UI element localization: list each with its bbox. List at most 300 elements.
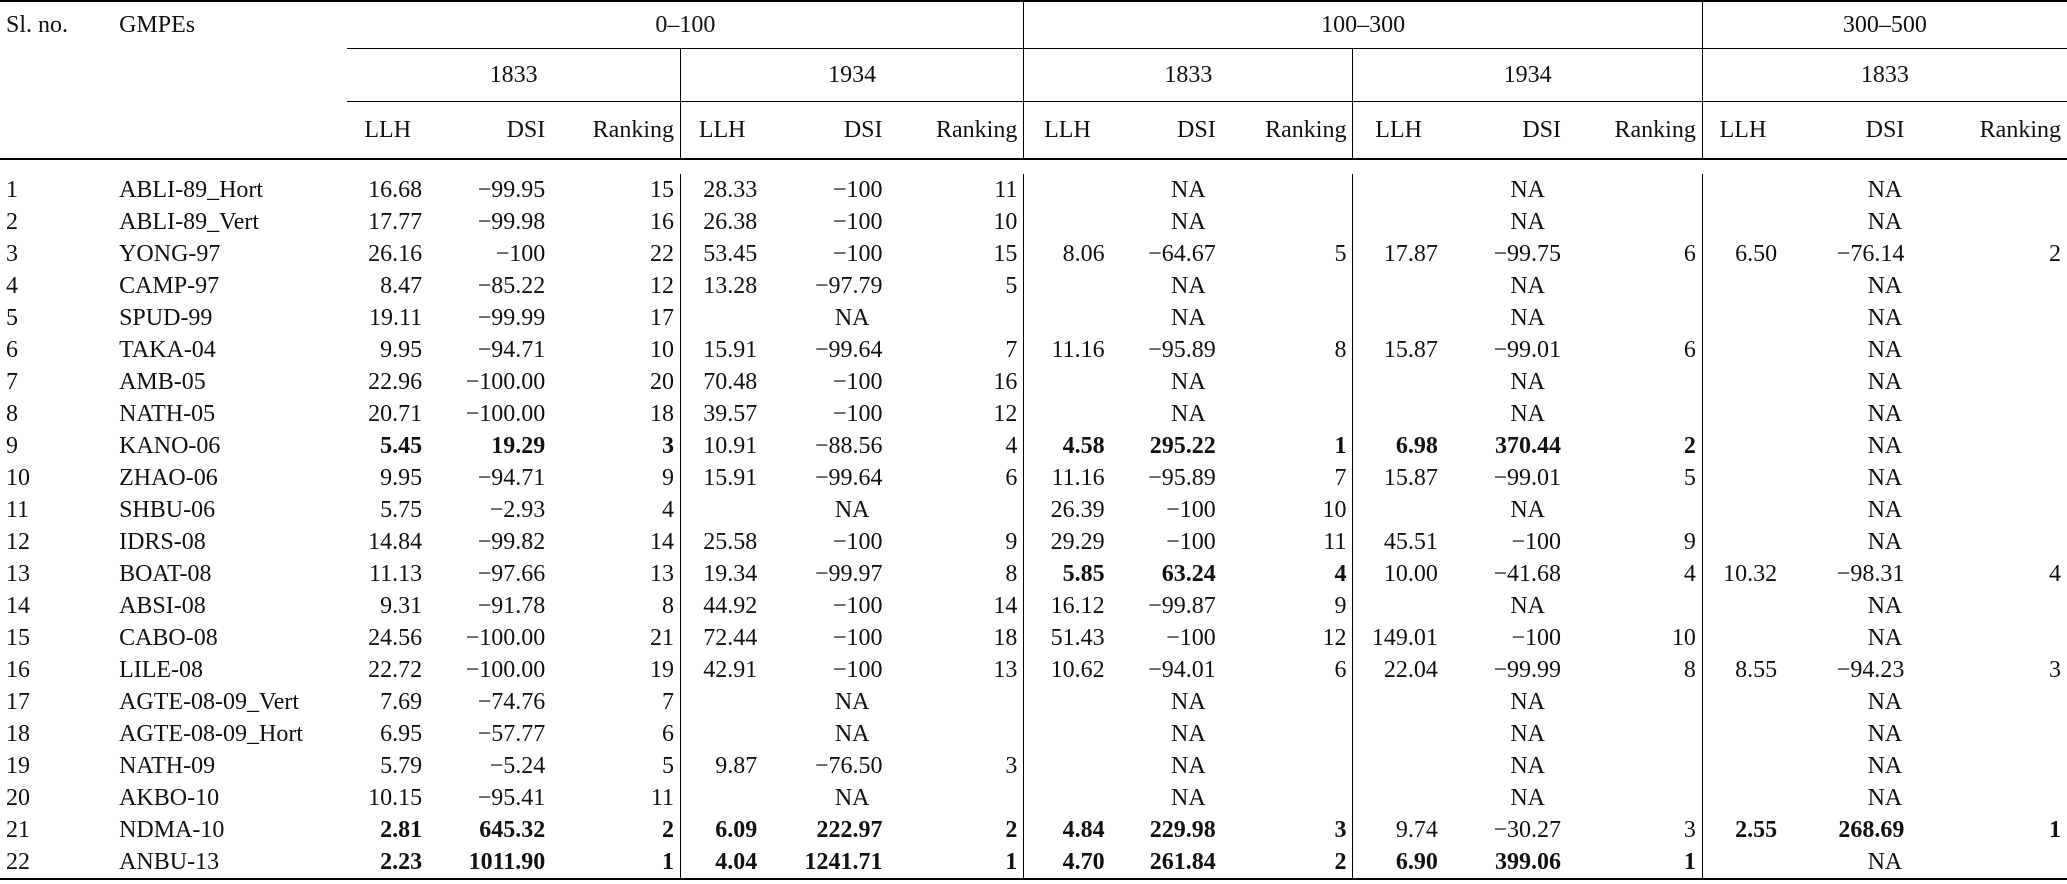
na-cell: NA (1353, 206, 1702, 238)
gmpe-name: SPUD-99 (119, 305, 213, 331)
gmpe-name: NDMA-10 (119, 817, 225, 843)
ranking-cell: 2 (1005, 817, 1018, 843)
na-cell: NA (1702, 174, 2067, 206)
gmpe-name: AMB-05 (119, 369, 206, 395)
dsi-cell: −98.31 (1836, 561, 1905, 587)
table-row (0, 270, 2067, 302)
na-cell: NA (1702, 206, 2067, 238)
header-metric: Ranking (1222, 102, 1353, 160)
llh-cell: 19.34 (681, 558, 764, 590)
llh-cell: 6.09 (681, 814, 764, 846)
llh-cell: 9.95 (380, 337, 423, 363)
header-range-0-100: 0–100 (347, 1, 1023, 49)
header-range-100-300: 100–300 (1024, 1, 1703, 49)
llh-cell: 15.87 (1353, 462, 1444, 494)
llh-cell: 70.48 (681, 366, 764, 398)
dsi-cell: −30.27 (1493, 817, 1561, 843)
llh-cell: 11.13 (368, 561, 423, 587)
na-cell: NA (1702, 462, 2067, 494)
na-cell: NA (1702, 270, 2067, 302)
dsi-cell: −91.78 (477, 593, 546, 619)
llh-cell: 9.95 (380, 465, 423, 491)
dsi-cell: −97.79 (814, 273, 883, 299)
row-number: 1 (6, 177, 18, 203)
llh-cell: 29.29 (1024, 526, 1111, 558)
na-cell: NA (1702, 782, 2067, 814)
gmpe-name: TAKA-04 (119, 337, 216, 363)
ranking-cell: 6 (1005, 465, 1018, 491)
ranking-cell: 11 (650, 785, 674, 811)
ranking-cell: 4 (1005, 433, 1018, 459)
table-row (0, 302, 2067, 334)
ranking-cell: 1 (1567, 846, 1702, 879)
llh-cell: 10.15 (368, 785, 423, 811)
llh-cell: 5.79 (380, 753, 423, 779)
na-cell: NA (1353, 174, 1702, 206)
ranking-cell: 9 (662, 465, 674, 491)
na-cell: NA (681, 494, 1024, 526)
table-row (0, 526, 2067, 558)
na-cell: NA (1024, 686, 1353, 718)
ranking-cell: 1 (1334, 433, 1347, 459)
llh-cell: 26.38 (681, 206, 764, 238)
row-number: 7 (6, 369, 18, 395)
na-cell: NA (1353, 398, 1702, 430)
dsi-cell: −99.82 (477, 529, 546, 555)
header-metric: LLH (347, 102, 428, 160)
ranking-cell: 3 (1683, 817, 1696, 843)
ranking-cell: 14 (993, 593, 1018, 619)
llh-cell: 10.00 (1353, 558, 1444, 590)
ranking-cell: 5 (1683, 465, 1696, 491)
llh-cell: 53.45 (681, 238, 764, 270)
dsi-cell: −99.01 (1493, 465, 1561, 491)
llh-cell: 26.39 (1024, 494, 1111, 526)
ranking-cell: 22 (650, 241, 674, 267)
dsi-cell: −100 (832, 657, 883, 683)
table-row (0, 366, 2067, 398)
llh-cell: 22.04 (1353, 654, 1444, 686)
row-number: 13 (6, 561, 30, 587)
header-metric: Ranking (1567, 102, 1702, 160)
row-number: 11 (6, 497, 30, 523)
ranking-cell: 3 (1005, 753, 1018, 779)
dsi-cell: −94.71 (477, 337, 546, 363)
llh-cell: 19.11 (368, 305, 423, 331)
row-number: 18 (6, 721, 30, 747)
llh-cell: 16.12 (1024, 590, 1111, 622)
gmpe-name: CABO-08 (119, 625, 218, 651)
na-cell: NA (681, 686, 1024, 718)
llh-cell: 8.55 (1702, 654, 1783, 686)
dsi-cell: −100 (832, 209, 883, 235)
ranking-cell: 2 (662, 817, 674, 843)
ranking-cell: 8 (662, 593, 674, 619)
ranking-cell: 9 (1334, 593, 1347, 619)
table-row (0, 398, 2067, 430)
table-row (0, 814, 2067, 846)
dsi-cell: −99.99 (477, 305, 546, 331)
dsi-cell: −85.22 (477, 273, 546, 299)
na-cell: NA (1702, 622, 2067, 654)
ranking-cell: 6 (662, 721, 674, 747)
na-cell: NA (1702, 718, 2067, 750)
gmpe-name: NATH-05 (119, 401, 216, 427)
dsi-cell: 19.29 (491, 433, 546, 459)
dsi-cell: −76.14 (1836, 241, 1905, 267)
llh-cell: 17.87 (1353, 238, 1444, 270)
gmpe-name: AGTE-08-09_Hort (119, 721, 304, 747)
row-number: 9 (6, 433, 18, 459)
na-cell: NA (1353, 366, 1702, 398)
gmpe-name: BOAT-08 (119, 561, 212, 587)
na-cell: NA (681, 718, 1024, 750)
row-number: 8 (6, 401, 18, 427)
ranking-cell: 12 (993, 401, 1018, 427)
na-cell: NA (1024, 206, 1353, 238)
gmpe-name: ABLI-89_Vert (119, 209, 260, 235)
ranking-cell: 13 (650, 561, 674, 587)
llh-cell: 10.62 (1024, 654, 1111, 686)
table-row (0, 622, 2067, 654)
llh-cell: 4.84 (1024, 814, 1111, 846)
ranking-cell: 4 (1683, 561, 1696, 587)
dsi-cell: −100 (832, 401, 883, 427)
table-row (0, 334, 2067, 366)
header-year: 1934 (681, 49, 1024, 102)
dsi-cell: 268.69 (1838, 817, 1905, 843)
ranking-cell: 4 (1334, 561, 1347, 587)
ranking-cell: 4 (662, 497, 674, 523)
ranking-cell: 9 (1005, 529, 1018, 555)
ranking-cell: 3 (2049, 657, 2061, 683)
dsi-cell: −100 (832, 625, 883, 651)
llh-cell: 9.31 (380, 593, 423, 619)
ranking-cell: 8 (1683, 657, 1696, 683)
ranking-cell: 10 (993, 209, 1018, 235)
dsi-cell: −99.87 (1148, 593, 1216, 619)
table-row (0, 206, 2067, 238)
ranking-cell: 12 (650, 273, 674, 299)
dsi-cell: −99.98 (477, 209, 546, 235)
table-row (0, 558, 2067, 590)
ranking-cell: 10 (1322, 497, 1347, 523)
ranking-cell: 7 (662, 689, 674, 715)
ranking-cell: 18 (650, 401, 674, 427)
llh-cell: 28.33 (681, 174, 764, 206)
na-cell: NA (1353, 718, 1702, 750)
llh-cell: 42.91 (681, 654, 764, 686)
llh-cell: 20.71 (368, 401, 423, 427)
table-row (0, 494, 2067, 526)
ranking-cell: 8 (1005, 561, 1018, 587)
na-cell: NA (1024, 174, 1353, 206)
header-metric: DSI (1111, 102, 1222, 160)
llh-cell: 9.87 (681, 750, 764, 782)
llh-cell: 5.85 (1024, 558, 1111, 590)
na-cell: NA (1353, 302, 1702, 334)
ranking-cell: 16 (993, 369, 1018, 395)
dsi-cell: −99.95 (477, 177, 546, 203)
row-number: 4 (6, 273, 18, 299)
na-cell: NA (1702, 366, 2067, 398)
na-cell: NA (1702, 334, 2067, 366)
header-metric: DSI (1783, 102, 1910, 160)
table-row (0, 430, 2067, 462)
dsi-cell: −99.97 (814, 561, 883, 587)
table-row (0, 590, 2067, 622)
llh-cell: 17.77 (368, 209, 423, 235)
dsi-cell: −100.00 (465, 625, 546, 651)
na-cell: NA (1024, 750, 1353, 782)
llh-cell: 10.91 (681, 430, 764, 462)
ranking-cell: 6 (1683, 337, 1696, 363)
dsi-cell: −2.93 (489, 497, 546, 523)
dsi-cell: 63.24 (1161, 561, 1216, 587)
dsi-cell: 229.98 (1149, 817, 1216, 843)
table-row (0, 782, 2067, 814)
ranking-cell: 1 (888, 846, 1023, 879)
ranking-cell: 11 (1323, 529, 1347, 555)
gmpe-name: IDRS-08 (119, 529, 206, 555)
na-cell: NA (1024, 302, 1353, 334)
header-year: 1833 (1024, 49, 1353, 102)
table-row (0, 750, 2067, 782)
dsi-cell: −88.56 (814, 433, 883, 459)
dsi-cell: −95.89 (1148, 337, 1216, 363)
row-number: 21 (6, 817, 30, 843)
ranking-cell: 1 (551, 846, 680, 879)
dsi-cell: −100 (832, 241, 883, 267)
header-metric: DSI (763, 102, 888, 160)
llh-cell: 11.16 (1024, 462, 1111, 494)
row-number: 6 (6, 337, 18, 363)
na-cell: NA (1353, 270, 1702, 302)
header-year: 1934 (1353, 49, 1702, 102)
na-cell: NA (1024, 270, 1353, 302)
dsi-cell: −100 (1511, 625, 1561, 651)
na-cell: NA (1702, 686, 2067, 718)
ranking-cell: 13 (993, 657, 1018, 683)
na-cell: NA (1702, 494, 2067, 526)
llh-cell: 39.57 (681, 398, 764, 430)
dsi-cell: −100 (495, 241, 546, 267)
ranking-cell: 15 (650, 177, 674, 203)
dsi-cell: −100 (1166, 625, 1216, 651)
llh-cell: 2.55 (1702, 814, 1783, 846)
na-cell: NA (1702, 526, 2067, 558)
dsi-cell: 1241.71 (763, 846, 888, 879)
na-cell: NA (1702, 430, 2067, 462)
llh-cell: 6.95 (380, 721, 423, 747)
llh-cell: 6.50 (1702, 238, 1783, 270)
ranking-cell: 14 (650, 529, 674, 555)
llh-cell: 44.92 (681, 590, 764, 622)
ranking-cell: 15 (993, 241, 1018, 267)
na-cell: NA (1702, 846, 2067, 879)
ranking-cell: 18 (993, 625, 1018, 651)
row-number: 16 (6, 657, 30, 683)
ranking-cell: 21 (650, 625, 674, 651)
na-cell: NA (1702, 302, 2067, 334)
ranking-cell: 5 (1005, 273, 1018, 299)
row-number: 17 (6, 689, 30, 715)
header-metric: LLH (1353, 102, 1444, 160)
header-gmpes: GMPEs (113, 1, 347, 49)
dsi-cell: −64.67 (1148, 241, 1216, 267)
dsi-cell: 645.32 (479, 817, 546, 843)
dsi-cell: 399.06 (1444, 846, 1567, 879)
row-number: 15 (6, 625, 30, 651)
ranking-cell: 10 (650, 337, 674, 363)
table-body (0, 159, 2067, 879)
table-row (0, 238, 2067, 270)
llh-cell: 7.69 (380, 689, 423, 715)
dsi-cell: −99.99 (1493, 657, 1561, 683)
na-cell: NA (1353, 494, 1702, 526)
dsi-cell: −100.00 (465, 657, 546, 683)
llh-cell: 22.72 (368, 657, 423, 683)
gmpe-name: AGTE-08-09_Vert (119, 689, 300, 715)
llh-cell: 4.04 (681, 846, 764, 879)
ranking-cell: 2 (1683, 433, 1696, 459)
na-cell: NA (1024, 782, 1353, 814)
ranking-cell: 10 (1671, 625, 1696, 651)
table-header (0, 1, 2067, 159)
table-row (0, 718, 2067, 750)
dsi-cell: −100.00 (465, 369, 546, 395)
llh-cell: 72.44 (681, 622, 764, 654)
dsi-cell: −100 (832, 369, 883, 395)
llh-cell: 45.51 (1353, 526, 1444, 558)
gmpe-name: ZHAO-06 (119, 465, 218, 491)
na-cell: NA (1353, 750, 1702, 782)
row-number: 5 (6, 305, 18, 331)
llh-cell: 25.58 (681, 526, 764, 558)
dsi-cell: −94.71 (477, 465, 546, 491)
dsi-cell: −100 (1166, 497, 1216, 523)
na-cell: NA (681, 302, 1024, 334)
llh-cell: 24.56 (368, 625, 423, 651)
dsi-cell: −99.01 (1493, 337, 1561, 363)
llh-cell: 2.81 (380, 817, 423, 843)
gmpe-name: YONG-97 (119, 241, 221, 267)
dsi-cell: −74.76 (477, 689, 546, 715)
na-cell: NA (1024, 398, 1353, 430)
na-cell: NA (1702, 750, 2067, 782)
dsi-cell: −76.50 (814, 753, 883, 779)
llh-cell: 4.70 (1024, 846, 1111, 879)
header-metric: DSI (1444, 102, 1567, 160)
na-cell: NA (1024, 718, 1353, 750)
gmpe-name: LILE-08 (119, 657, 204, 683)
na-cell: NA (1353, 782, 1702, 814)
dsi-cell: −100 (1166, 529, 1216, 555)
header-slno: Sl. no. (0, 1, 113, 49)
na-cell: NA (1353, 590, 1702, 622)
ranking-cell: 9 (1683, 529, 1696, 555)
dsi-cell: −100 (832, 529, 883, 555)
ranking-cell: 11 (994, 177, 1018, 203)
row-number: 20 (6, 785, 30, 811)
row-number: 14 (6, 593, 30, 619)
llh-cell: 8.06 (1024, 238, 1111, 270)
dsi-cell: −100 (1511, 529, 1561, 555)
table-row (0, 846, 2067, 879)
table-row (0, 654, 2067, 686)
ranking-cell: 12 (1322, 625, 1347, 651)
dsi-cell: −100 (832, 593, 883, 619)
header-year: 1833 (347, 49, 680, 102)
dsi-cell: −94.01 (1148, 657, 1216, 683)
header-metric: DSI (428, 102, 551, 160)
llh-cell: 5.75 (380, 497, 423, 523)
row-number: 10 (6, 465, 30, 491)
ranking-cell: 16 (650, 209, 674, 235)
na-cell: NA (1024, 366, 1353, 398)
row-number: 19 (6, 753, 30, 779)
llh-cell: 15.87 (1353, 334, 1444, 366)
dsi-cell: −99.64 (814, 337, 883, 363)
dsi-cell: 370.44 (1494, 433, 1561, 459)
llh-cell: 15.91 (681, 462, 764, 494)
llh-cell: 6.90 (1353, 846, 1444, 879)
ranking-cell: 19 (650, 657, 674, 683)
dsi-cell: −99.75 (1493, 241, 1561, 267)
llh-cell: 9.74 (1353, 814, 1444, 846)
dsi-cell: −41.68 (1493, 561, 1561, 587)
llh-cell: 16.68 (368, 177, 423, 203)
table-row (0, 686, 2067, 718)
dsi-cell: −95.89 (1148, 465, 1216, 491)
gmpe-name: ABSI-08 (119, 593, 206, 619)
llh-cell: 22.96 (368, 369, 423, 395)
gmpe-name: AKBO-10 (119, 785, 220, 811)
table-row (0, 462, 2067, 494)
llh-cell: 6.98 (1353, 430, 1444, 462)
gmpe-name: NATH-09 (119, 753, 216, 779)
gmpe-name: ANBU-13 (113, 846, 347, 879)
row-number: 22 (0, 846, 113, 879)
dsi-cell: −95.41 (477, 785, 546, 811)
llh-cell: 14.84 (368, 529, 423, 555)
dsi-cell: −97.66 (477, 561, 546, 587)
dsi-cell: −100 (832, 177, 883, 203)
na-cell: NA (1353, 686, 1702, 718)
dsi-cell: 1011.90 (428, 846, 551, 879)
header-year: 1833 (1702, 49, 2067, 102)
llh-cell: 13.28 (681, 270, 764, 302)
ranking-cell: 2 (2049, 241, 2061, 267)
llh-cell: 4.58 (1024, 430, 1111, 462)
dsi-cell: −100.00 (465, 401, 546, 427)
gmpe-name: CAMP-97 (119, 273, 220, 299)
llh-cell: 2.23 (347, 846, 428, 879)
header-metric: LLH (681, 102, 764, 160)
dsi-cell: −57.77 (477, 721, 546, 747)
llh-cell: 149.01 (1353, 622, 1444, 654)
ranking-cell: 4 (2049, 561, 2061, 587)
llh-cell: 15.91 (681, 334, 764, 366)
header-range-300-500: 300–500 (1702, 1, 2067, 49)
dsi-cell: 261.84 (1111, 846, 1222, 879)
ranking-cell: 17 (650, 305, 674, 331)
row-number: 12 (6, 529, 30, 555)
gmpe-name: ABLI-89_Hort (119, 177, 264, 203)
ranking-cell: 5 (1334, 241, 1347, 267)
dsi-cell: −99.64 (814, 465, 883, 491)
ranking-cell: 6 (1683, 241, 1696, 267)
